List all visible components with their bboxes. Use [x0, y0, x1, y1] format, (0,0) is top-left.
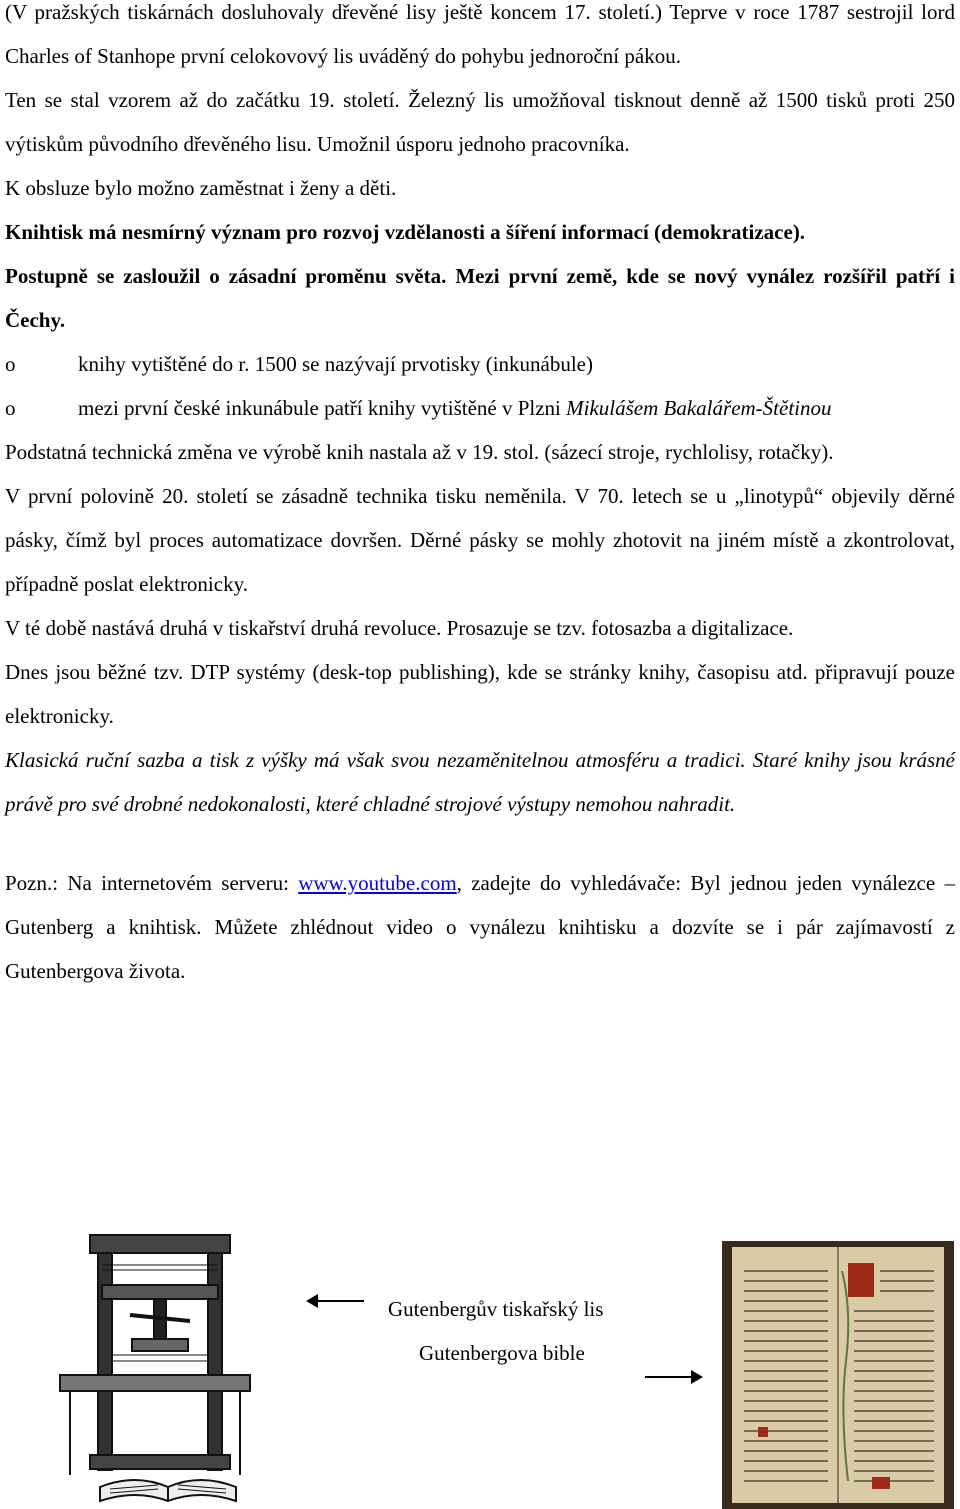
- paragraph-significance: Knihtisk má nesmírný význam pro rozvoj vzdělanosti a šíření informací (demokratizace).: [5, 220, 806, 244]
- note-prefix: Pozn.: Na internetovém serveru:: [5, 871, 299, 895]
- paragraph-second-revolution: V té době nastává druhá v tiskařství druhá revoluce. Prosazuje se tzv. fotosazba a digitalizace.: [5, 616, 794, 640]
- youtube-link[interactable]: www.youtube.com: [298, 871, 457, 895]
- spacer: [5, 826, 955, 861]
- document-page: [5, 0, 955, 993]
- paragraph-note: [5, 861, 955, 993]
- list-item-text: mezi první české inkunábule patří knihy vytištěné v Plzni: [78, 396, 567, 420]
- paragraph-classic-typesetting: Klasická ruční sazba a tisk z výšky má však svou nezaměnitelnou atmosféru a tradici. Staré knihy jsou krásné právě pro své drobné nedokonalosti, které chladné strojové výstupy nemohou nahradit.: [5, 748, 955, 816]
- list-item-text: knihy vytištěné do r. 1500 se nazývají prvotisky (inkunábule): [78, 352, 593, 376]
- list-bullet: o: [5, 396, 16, 420]
- paragraph-dtp: Dnes jsou běžné tzv. DTP systémy (desk-top publishing), kde se stránky knihy, časopisu atd. připravují pouze elektronicky.: [5, 660, 955, 728]
- paragraph-20th-century: V první polovině 20. století se zásadně technika tisku neměnila. V 70. letech se u „linotypů“ objevily děrné pásky, čímž byl proces automatizace dovršen. Děrné pásky se mohly zhotovit na jiném místě a zkontrolovat, případně poslat elektronicky.: [5, 484, 955, 596]
- arrow-left-icon: [306, 1291, 366, 1311]
- note-suffix: , zadejte do vyhledávače: Byl jednou jeden vynálezce – Gutenberg a knihtisk. Můžete zhlédnout video o vynálezu knihtisku a dozvíte se i pár zajímavostí z Gutenbergova života.: [5, 871, 955, 983]
- paragraph-operators: K obsluze bylo možno zaměstnat i ženy a děti.: [5, 176, 397, 200]
- list-item: [5, 342, 955, 386]
- list-item-italic-name: Mikulášem Bakalářem-Štětinou: [566, 396, 832, 420]
- paragraph-stanhope: (V pražských tiskárnách dosluhovaly dřevěné lisy ještě koncem 17. století.) Teprve v roce 1787 sestrojil lord Charles of Stanhope první celokovový lis uváděný do pohybu jednoroční pákou.: [5, 0, 955, 68]
- paragraph-iron-press: Ten se stal vzorem až do začátku 19. století. Železný lis umožňoval tisknout denně až 1500 tisků proti 250 výtiskům původního dřevěného lisu. Umožnil úsporu jednoho pracovníka.: [5, 88, 955, 156]
- caption-press: Gutenbergův tiskařský lis: [388, 1297, 604, 1321]
- printing-press-image: [40, 1225, 272, 1503]
- paragraph-19th-century: Podstatná technická změna ve výrobě knih nastala až v 19. stol. (sázecí stroje, rychlolisy, rotačky).: [5, 440, 834, 464]
- paragraph-world-change: Postupně se zasloužil o zásadní proměnu světa. Mezi první země, kde se nový vynález rozšířil patří i Čechy.: [5, 264, 955, 332]
- figures-area: [0, 1225, 960, 1509]
- caption-bible: Gutenbergova bible: [419, 1341, 585, 1365]
- list-item: [5, 386, 955, 430]
- arrow-right-icon: [643, 1367, 703, 1387]
- list-bullet: o: [5, 352, 16, 376]
- gutenberg-bible-image: [722, 1241, 954, 1509]
